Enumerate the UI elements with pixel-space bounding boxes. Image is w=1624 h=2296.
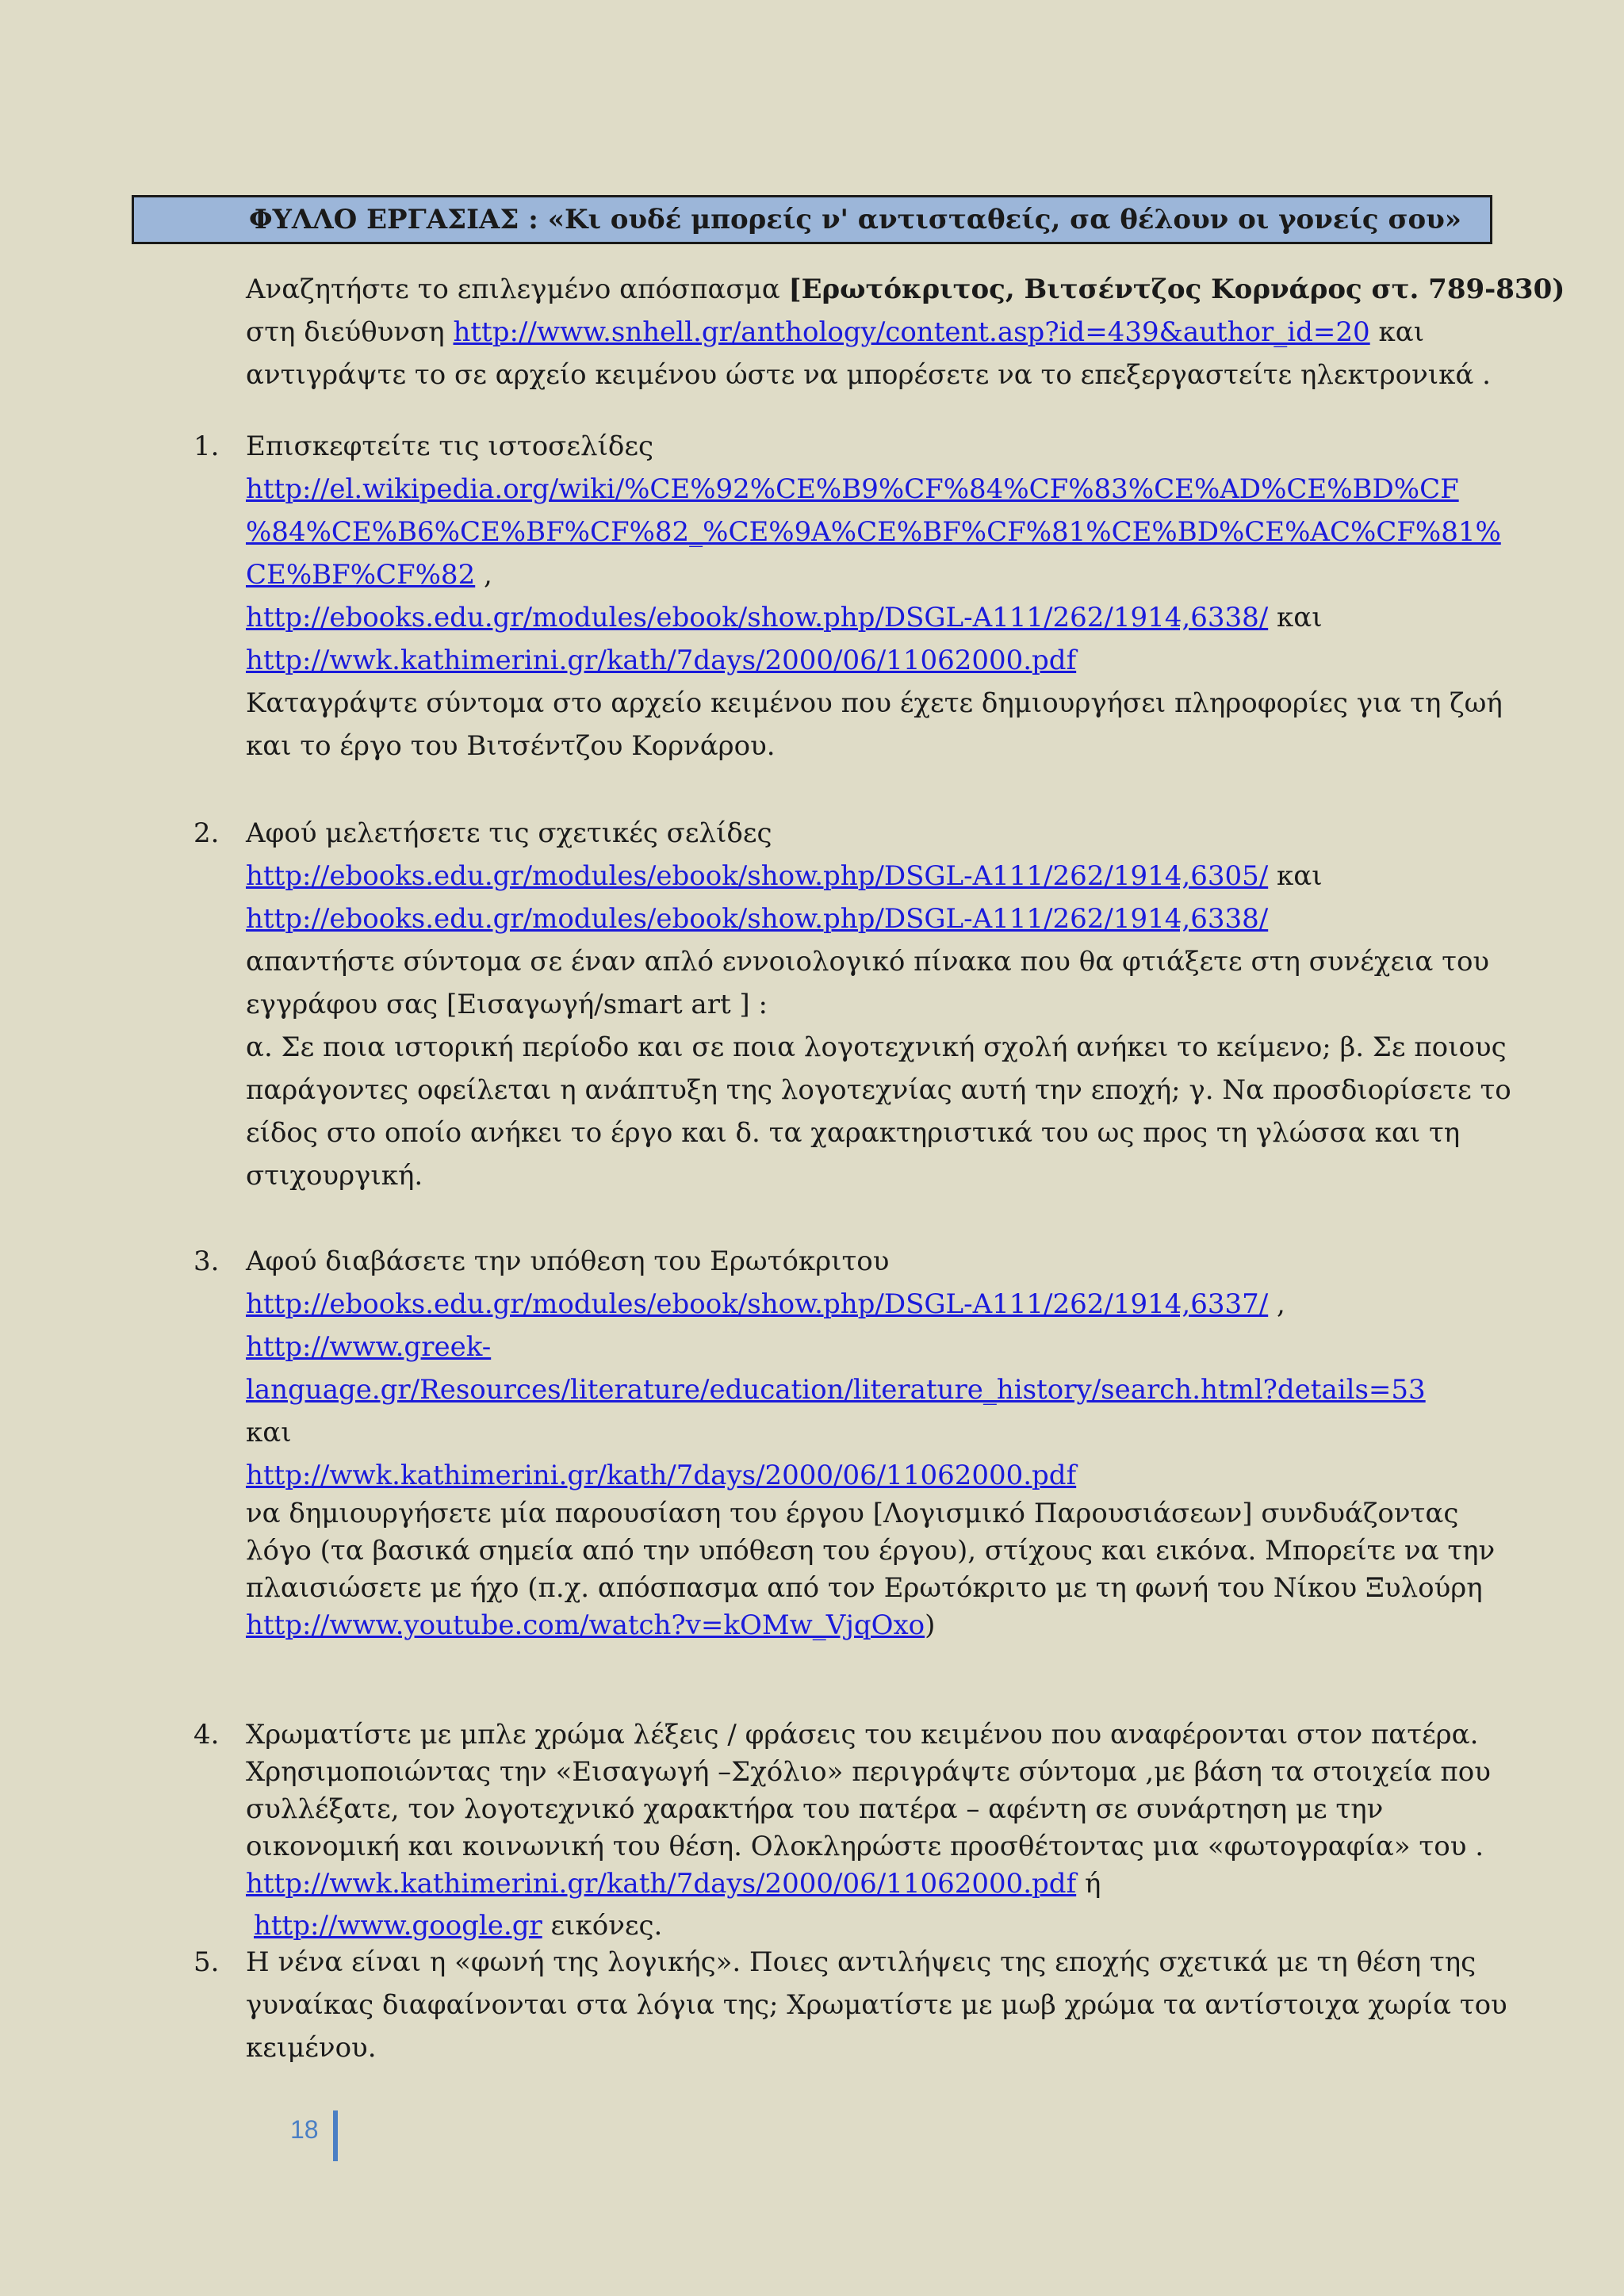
item-text: Αφού διαβάσετε την υπόθεση του Ερωτόκριτου — [246, 1246, 890, 1277]
intro-text: στη διεύθυνση — [246, 316, 454, 348]
list-item-4: Χρωματίστε με μπλε χρώμα λέξεις / φράσεις του κειμένου που αναφέρονται στον πατέρα. Χρησιμοποιώντας την «Εισαγωγή –Σχόλιο» περιγράψτε σύντομα ,με βάση τα στοιχεία που συλλέξατε, τον λογοτεχνικό χαρακτήρα του πατέρα – αφέντη σε συνάρτηση με την οικονομική και κοινωνική του θέση. Ολοκληρώστε προσθέτοντας μια «φωτογραφία» του . http://wwk.kathimerini.gr/kath/7days/2000/06/11062000.pdf ή — [246, 1716, 1499, 1903]
item-text: λόγο (τα βασικά σημεία από την υπόθεση του έργου), στίχους και εικόνα. Μπορείτε να την — [246, 1535, 1496, 1567]
wikipedia-link-end[interactable]: CE%BF%CF%82 — [246, 559, 476, 591]
worksheet-title-box — [132, 195, 1492, 244]
intro-text: Αναζητήστε το επιλεγμένο απόσπασμα — [246, 274, 789, 305]
item-text: και το έργο του Βιτσέντζου Κορνάρου. — [246, 730, 776, 762]
kathimerini-link[interactable]: http://wwk.kathimerini.gr/kath/7days/2000/06/11062000.pdf — [246, 1460, 1077, 1491]
item-text: εγγράφου σας [Εισαγωγή/smart art ] : — [246, 989, 768, 1020]
item-text: πλαισιώσετε με ήχο (π.χ. απόσπασμα από τον Ερωτόκριτο με τη φωνή του Νίκου Ξυλούρη — [246, 1572, 1483, 1604]
ebooks-link[interactable]: http://ebooks.edu.gr/modules/ebook/show.php/DSGL-A111/262/1914,6338/ — [246, 602, 1269, 633]
item-text: Επισκεφτείτε τις ιστοσελίδες — [246, 430, 654, 462]
item-number: 4. — [193, 1719, 220, 1751]
wikipedia-link[interactable]: http://el.wikipedia.org/wiki/%CE%92%CE%B9%CF%84%CF%83%CE%AD%CE%BD%CF — [246, 473, 1459, 505]
item-number: 1. — [193, 430, 220, 462]
item-text: γυναίκας διαφαίνονται στα λόγια της; Χρωματίστε με μωβ χρώμα τα αντίστοιχα χωρία του — [246, 1989, 1507, 2021]
ebooks-link[interactable]: http://ebooks.edu.gr/modules/ebook/show.php/DSGL-A111/262/1914,6338/ — [246, 903, 1269, 935]
item-text: Η νένα είναι η «φωνή της λογικής». Ποιες αντιλήψεις της εποχής σχετικά με τη θέση της — [246, 1946, 1477, 1978]
list-item-4-cont: http://www.google.gr εικόνες. — [254, 1910, 663, 1942]
item-number: 5. — [193, 1946, 220, 1978]
ebooks-link[interactable]: http://ebooks.edu.gr/modules/ebook/show.php/DSGL-A111/262/1914,6337/ — [246, 1288, 1269, 1320]
greek-language-link[interactable]: http://www.greek- — [246, 1331, 492, 1363]
item-text: κειμένου. — [246, 2032, 377, 2064]
item-text: να δημιουργήσετε μία παρουσίαση του έργου [Λογισμικό Παρουσιάσεων] συνδυάζοντας — [246, 1498, 1459, 1529]
item-text: συλλέξατε, τον λογοτεχνικό χαρακτήρα του πατέρα – αφέντη σε συνάρτηση με την — [246, 1793, 1384, 1825]
kathimerini-link[interactable]: http://wwk.kathimerini.gr/kath/7days/2000/06/11062000.pdf — [246, 645, 1077, 676]
page-number: 18 — [290, 2115, 319, 2144]
item-text: στιχουργική. — [246, 1160, 423, 1192]
list-item-2: Αφού μελετήσετε τις σχετικές σελίδες http://ebooks.edu.gr/modules/ebook/show.php/DSGL-A111/262/1914,6305/ και http://ebooks.edu.gr/modules/ebook/show.php/DSGL-A111/262/1914,6338/ απαντήστε σύντομα σε έναν απλό εννοιολογικό πίνακα που θα φτιάξετε στη συνέχεια του εγγράφου σας [Εισαγωγή/smart art ] : α. Σε ποια ιστορική περίοδο και σε ποια λογοτεχνική σχολή ανήκει το κείμενο; β. Σε ποιους παράγοντες οφείλεται η ανάπτυξη της λογοτεχνίας αυτή την εποχή; γ. Να προσδιορίσετε το είδος στο οποίο ανήκει το έργο και δ. τα χαρακτηριστικά του ως προς τη γλώσσα και τη στιχουργική. — [246, 812, 1499, 1197]
item-text: οικονομική και κοινωνική του θέση. Ολοκληρώστε προσθέτοντας μια «φωτογραφία» του . — [246, 1831, 1484, 1862]
google-link[interactable]: http://www.google.gr — [254, 1910, 542, 1942]
intro-text: αντιγράψτε το σε αρχείο κειμένου ώστε να μπορέσετε να το επεξεργαστείτε ηλεκτρονικά . — [246, 359, 1491, 391]
page-number-bar — [333, 2110, 338, 2161]
item-text: Χρωματίστε με μπλε χρώμα λέξεις / φράσεις του κειμένου που αναφέρονται στον πατέρα. — [246, 1719, 1479, 1751]
list-item-3-cont: να δημιουργήσετε μία παρουσίαση του έργου [Λογισμικό Παρουσιάσεων] συνδυάζοντας λόγο (τα βασικά σημεία από την υπόθεση του έργου), στίχους και εικόνα. Μπορείτε να την πλαισιώσετε με ήχο (π.χ. απόσπασμα από τον Ερωτόκριτο με τη φωνή του Νίκου Ξυλούρη http://www.youtube.com/watch?v=kOMw_VjqOxo) — [246, 1495, 1499, 1644]
item-text: Χρησιμοποιώντας την «Εισαγωγή –Σχόλιο» περιγράψτε σύντομα ,με βάση τα στοιχεία που — [246, 1756, 1491, 1788]
intro-paragraph — [246, 268, 1565, 396]
item-text: απαντήστε σύντομα σε έναν απλό εννοιολογικό πίνακα που θα φτιάξετε στη συνέχεια του — [246, 946, 1490, 978]
item-text: παράγοντες οφείλεται η ανάπτυξη της λογοτεχνίας αυτή την εποχή; γ. Να προσδιορίσετε το — [246, 1074, 1511, 1106]
ebooks-link[interactable]: http://ebooks.edu.gr/modules/ebook/show.php/DSGL-A111/262/1914,6305/ — [246, 860, 1269, 892]
item-text: Καταγράψτε σύντομα στο αρχείο κειμένου που έχετε δημιουργήσει πληροφορίες για τη ζωή — [246, 687, 1503, 719]
list-item-3: Αφού διαβάσετε την υπόθεση του Ερωτόκριτου http://ebooks.edu.gr/modules/ebook/show.php/DSGL-A111/262/1914,6337/ , http://www.greek- language.gr/Resources/literature/education/literature_history/search.html?details=53 και http://wwk.kathimerini.gr/kath/7days/2000/06/11062000.pdf — [246, 1240, 1499, 1497]
wikipedia-link-cont[interactable]: %84%CE%B6%CE%BF%CF%82_%CE%9A%CE%BF%CF%81%CE%BD%CE%AC%CF%81% — [246, 516, 1501, 548]
item-text: και — [246, 1417, 292, 1448]
item-number: 3. — [193, 1246, 220, 1277]
intro-source: [Ερωτόκριτος, Βιτσέντζος Κορνάρος στ. 789-830) — [788, 274, 1565, 305]
item-text: είδος στο οποίο ανήκει το έργο και δ. τα χαρακτηριστικά του ως προς τη γλώσσα και τη — [246, 1117, 1461, 1149]
greek-language-link-cont[interactable]: language.gr/Resources/literature/education/literature_history/search.html?details=53 — [246, 1374, 1426, 1406]
intro-text: και — [1369, 316, 1425, 348]
youtube-link[interactable]: http://www.youtube.com/watch?v=kOMw_VjqOxo — [246, 1609, 925, 1641]
list-item-5 — [246, 1941, 1507, 2069]
list-item-1: Επισκεφτείτε τις ιστοσελίδες http://el.wikipedia.org/wiki/%CE%92%CE%B9%CF%84%CF%83%CE%AD%CE%BD%CF %84%CE%B6%CE%BF%CF%82_%CE%9A%CE%BF%CF%81%CE%BD%CE%AC%CF%81% CE%BF%CF%82 , http://ebooks.edu.gr/modules/ebook/show.php/DSGL-A111/262/1914,6338/ και http://wwk.kathimerini.gr/kath/7days/2000/06/11062000.pdf Καταγράψτε σύντομα στο αρχείο κειμένου που έχετε δημιουργήσει πληροφορίες για τη ζωή και το έργο του Βιτσέντζου Κορνάρου. — [246, 425, 1499, 767]
item-number: 2. — [193, 817, 220, 849]
snhell-link[interactable]: http://www.snhell.gr/anthology/content.asp?id=439&author_id=20 — [453, 316, 1370, 348]
item-text: α. Σε ποια ιστορική περίοδο και σε ποια λογοτεχνική σχολή ανήκει το κείμενο; β. Σε ποιους — [246, 1031, 1507, 1063]
item-text: Αφού μελετήσετε τις σχετικές σελίδες — [246, 817, 772, 849]
worksheet-title: ΦΥΛΛΟ ΕΡΓΑΣΙΑΣ : «Κι ουδέ μπορείς ν' αντισταθείς, σα θέλουν οι γονείς σου» — [249, 204, 1462, 235]
kathimerini-link[interactable]: http://wwk.kathimerini.gr/kath/7days/2000/06/11062000.pdf — [246, 1868, 1077, 1900]
